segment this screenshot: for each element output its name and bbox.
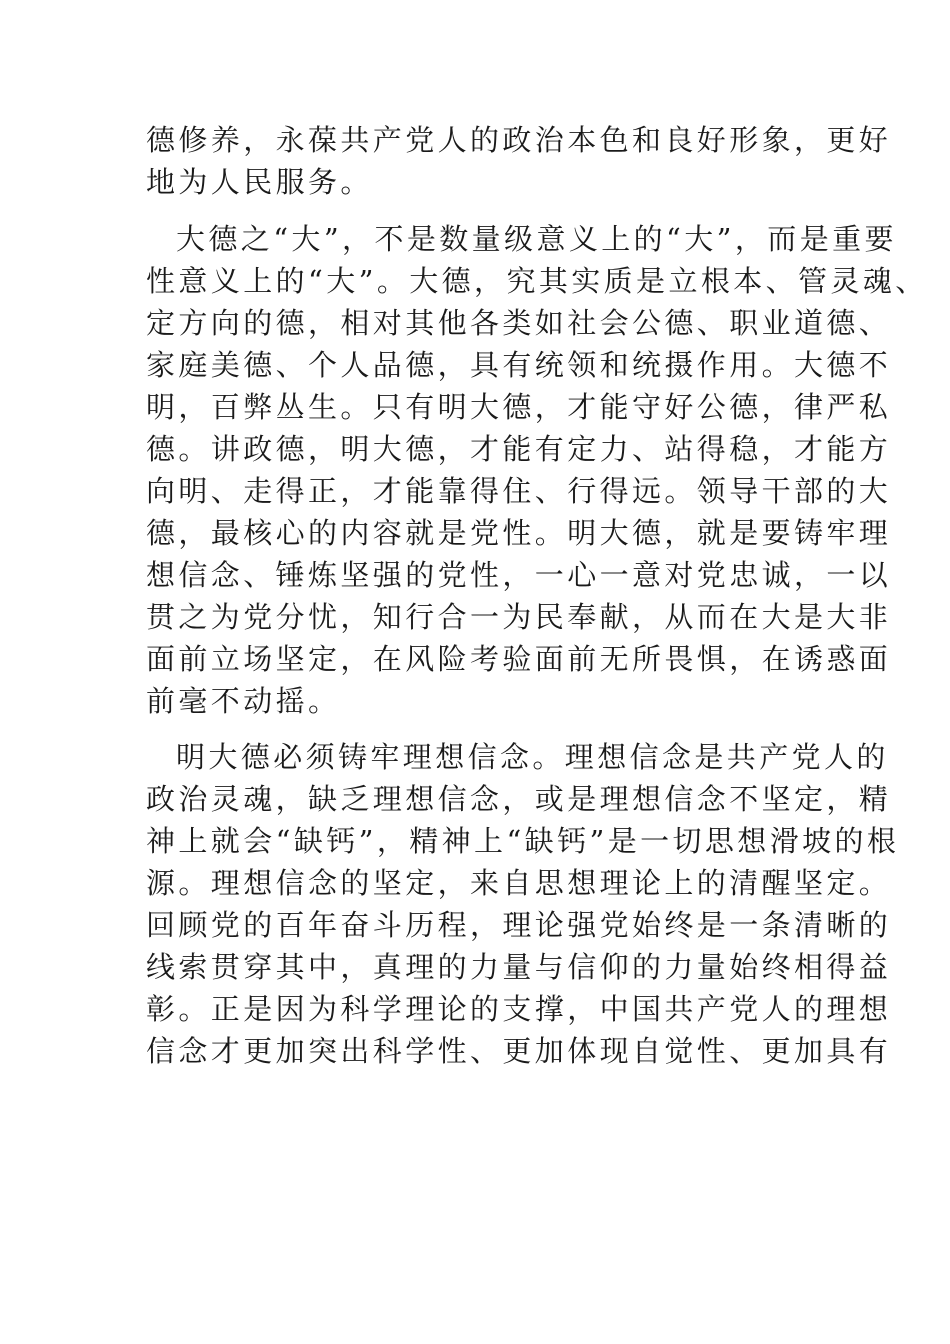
- text-line: 定方向的德，相对其他各类如社会公德、职业道德、: [146, 306, 892, 340]
- text-line: 德，最核心的内容就是党性。明大德，就是要铸牢理: [146, 516, 892, 550]
- text-line: 想信念、锤炼坚强的党性，一心一意对党忠诚，一以: [146, 558, 892, 592]
- text-line: 前毫不动摇。: [146, 684, 341, 718]
- text-line: 贯之为党分忧，知行合一为民奉献，从而在大是大非: [146, 600, 892, 634]
- text-line: 德。讲政德，明大德，才能有定力、站得稳，才能方: [146, 432, 892, 466]
- text-line: 彰。正是因为科学理论的支撑，中国共产党人的理想: [146, 992, 892, 1026]
- text-line: 神上就会“缺钙”，精神上“缺钙”是一切思想滑坡的根: [146, 824, 900, 858]
- text-line: 信念才更加突出科学性、更加体现自觉性、更加具有: [146, 1034, 892, 1068]
- text-line: 家庭美德、个人品德，具有统领和统摄作用。大德不: [146, 348, 892, 382]
- text-line: 源。理想信念的坚定，来自思想理论上的清醒坚定。: [146, 866, 892, 900]
- paragraph-first-line: 大德之“大”，不是数量级意义上的“大”，而是重要: [176, 222, 897, 256]
- text-line: 性意义上的“大”。大德，究其实质是立根本、管灵魂、: [146, 264, 928, 298]
- text-line: 明，百弊丛生。只有明大德，才能守好公德，律严私: [146, 390, 892, 424]
- paragraph-first-line: 明大德必须铸牢理想信念。理想信念是共产党人的: [176, 740, 889, 774]
- text-line: 回顾党的百年奋斗历程，理论强党始终是一条清晰的: [146, 908, 892, 942]
- text-line: 向明、走得正，才能靠得住、行得远。领导干部的大: [146, 474, 892, 508]
- text-line: 政治灵魂，缺乏理想信念，或是理想信念不坚定，精: [146, 782, 892, 816]
- text-line: 面前立场坚定，在风险考验面前无所畏惧，在诱惑面: [146, 642, 892, 676]
- text-line: 德修养，永葆共产党人的政治本色和良好形象，更好: [146, 123, 892, 157]
- text-line: 地为人民服务。: [146, 165, 373, 199]
- text-line: 线索贯穿其中，真理的力量与信仰的力量始终相得益: [146, 950, 892, 984]
